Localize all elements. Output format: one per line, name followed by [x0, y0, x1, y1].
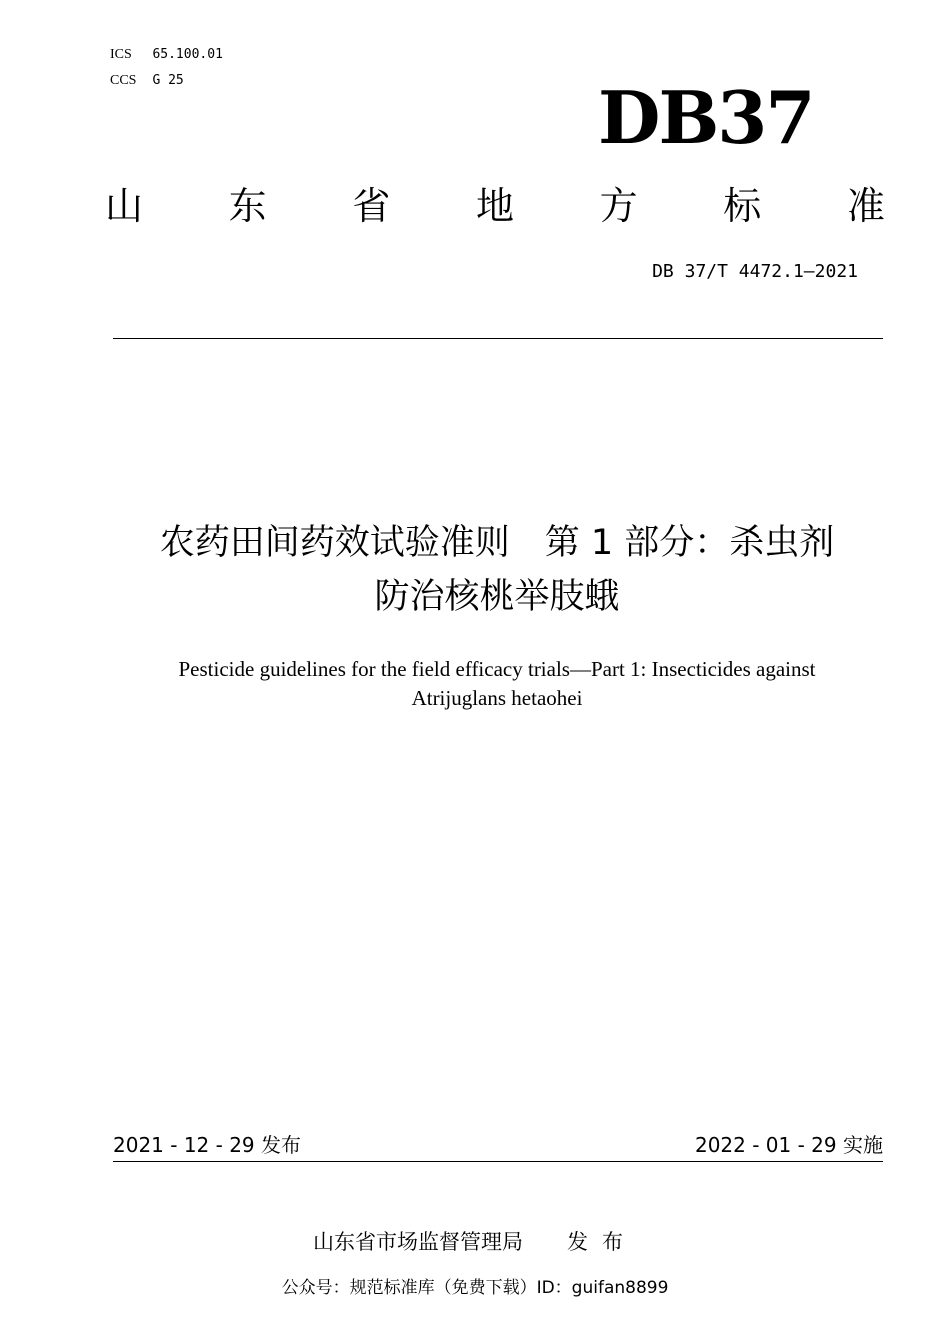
- province-standard-title: [105, 182, 885, 230]
- ccs-row: [110, 71, 184, 90]
- implementation-date: 2022 - 01 - 29 实施: [694, 1133, 883, 1157]
- province-standard-char: 地: [475, 184, 514, 228]
- issue-date: 2021 - 12 - 29 发布: [113, 1133, 302, 1157]
- standard-number: DB 37/T 4472.1—2021: [652, 261, 858, 282]
- ics-label: ICS: [110, 47, 132, 62]
- header-divider: [113, 338, 883, 339]
- ccs-label: CCS: [110, 73, 137, 88]
- province-standard-char: 方: [599, 184, 638, 228]
- province-standard-char: 山: [105, 184, 144, 228]
- ics-value: 65.100.01: [152, 47, 223, 62]
- province-standard-char: 准: [846, 184, 885, 228]
- db37-logo: DB37: [598, 75, 814, 160]
- footer-note: 公众号：规范标准库（免费下载）ID：guifan8899: [281, 1278, 669, 1298]
- chinese-title-line-1: 农药田间药效试验准则 第 1 部分：杀虫剂: [159, 523, 835, 563]
- ccs-value: G 25: [152, 73, 184, 88]
- province-standard-char: 省: [352, 184, 391, 228]
- publisher-line: [0, 1228, 950, 1256]
- english-title-line-1: Pesticide guidelines for the field efficacy trials—Part 1: Insecticides against: [178, 657, 816, 681]
- province-standard-char: 标: [723, 184, 762, 228]
- province-standard-char: 东: [228, 184, 267, 228]
- date-divider: [113, 1161, 883, 1162]
- publisher-action: 发布: [567, 1230, 637, 1254]
- publisher-name: 山东省市场监督管理局: [313, 1230, 523, 1254]
- ics-row: [110, 45, 223, 64]
- chinese-title-line-2: 防治核桃举肢蛾: [374, 577, 620, 617]
- english-title-line-2: Atrijuglans hetaohei: [411, 686, 583, 710]
